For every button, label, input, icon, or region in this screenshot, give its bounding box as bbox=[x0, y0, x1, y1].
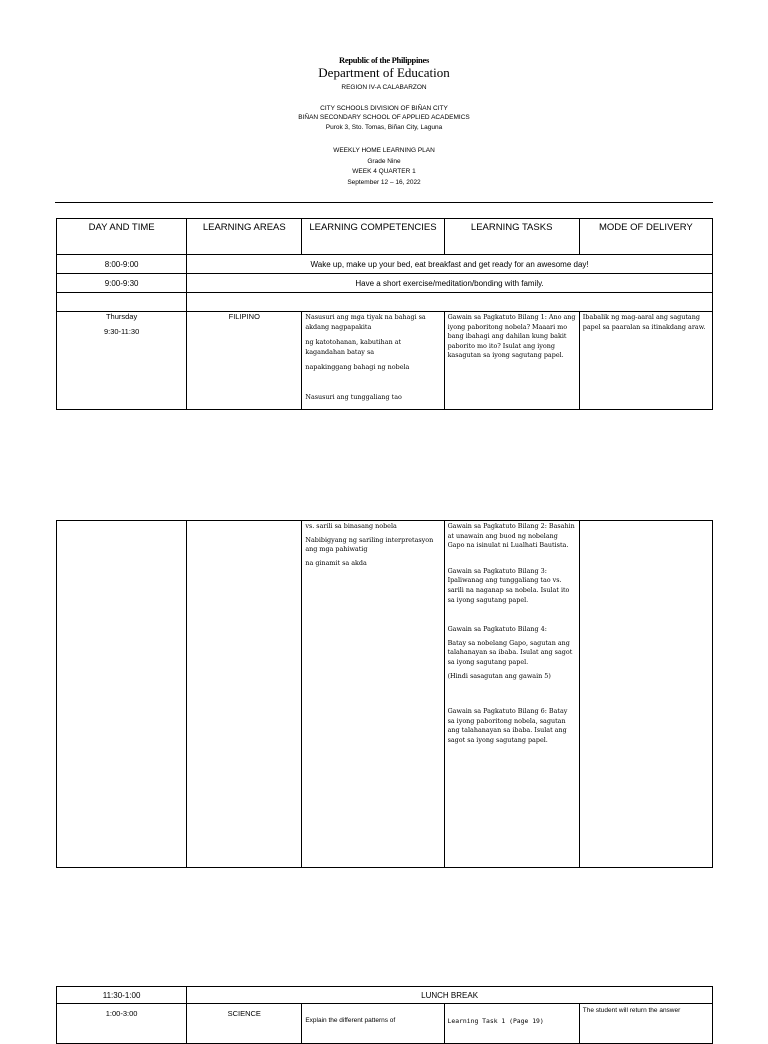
empty-cell bbox=[57, 293, 187, 312]
region-line: REGION IV-A CALABARZON bbox=[341, 84, 427, 91]
table-row bbox=[57, 255, 713, 274]
learning-plan-table bbox=[56, 218, 713, 410]
learning-area-cell: FILIPINO bbox=[187, 312, 302, 410]
empty-cell bbox=[187, 293, 713, 312]
day-time-cell bbox=[57, 312, 187, 410]
competency-text: napakinggang bahagi ng nobela bbox=[305, 363, 410, 372]
header-learning-tasks: LEARNING TASKS bbox=[444, 219, 579, 255]
empty-cell bbox=[579, 521, 712, 868]
competency-text: ng katotohanan, kabutihan at kagandahan batay sa bbox=[305, 338, 402, 356]
table-header-row bbox=[57, 219, 713, 255]
table-row-empty bbox=[57, 293, 713, 312]
competency-text: Nasusuri ang mga tiyak na bahagi sa akdang nagpapakita bbox=[305, 313, 426, 331]
school-line: BIÑAN SECONDARY SCHOOL OF APPLIED ACADEMICS bbox=[298, 114, 470, 121]
empty-cell bbox=[187, 521, 302, 868]
table-row bbox=[57, 987, 713, 1004]
plan-title: WEEKLY HOME LEARNING PLAN bbox=[333, 147, 435, 154]
task-text: Gawain sa Pagkatuto Bilang 1: Ano ang iyong paboritong nobela? Maaari mo bang ibahagi ang dahilan kung bakit paborito mo ito? Isulat ang iyong kasagutan sa iyong sagutang papel. bbox=[447, 313, 576, 360]
learning-area-cell: SCIENCE bbox=[187, 1004, 302, 1044]
table-row bbox=[57, 312, 713, 410]
dates-line: September 12 – 16, 2022 bbox=[347, 179, 421, 186]
time-label: 9:30-11:30 bbox=[103, 327, 140, 336]
competency-text: Explain the different patterns of bbox=[305, 1017, 396, 1024]
grade-line: Grade Nine bbox=[367, 158, 401, 165]
header-learning-competencies: LEARNING COMPETENCIES bbox=[302, 219, 444, 255]
tasks-cell bbox=[444, 521, 579, 868]
mode-text: Ibabalik ng mag-aaral ang sagutang papel sa paaralan sa itinakdang araw. bbox=[582, 313, 706, 331]
task-text: Batay sa nobelang Gapo, sagutan ang talahanayan sa ibaba. Isulat ang sagot sa iyong sagutang papel. bbox=[447, 638, 573, 666]
header-divider bbox=[55, 202, 713, 203]
afternoon-table bbox=[56, 986, 713, 1044]
competency-text: Nasusuri ang tunggaliang tao bbox=[305, 392, 402, 401]
task-text: Learning Task 1 (Page 19) bbox=[447, 1017, 544, 1025]
activity-message: Wake up, make up your bed, eat breakfast and get ready for an awesome day! bbox=[187, 255, 713, 274]
competencies-cell bbox=[302, 521, 444, 868]
empty-cell bbox=[57, 521, 187, 868]
time-cell: 11:30-1:00 bbox=[57, 987, 187, 1004]
task-text: Gawain sa Pagkatuto Bilang 2: Basahin at unawain ang buod ng nobelang Gapo na isinulat ni Lualhati Bautista. bbox=[447, 522, 575, 550]
time-cell: 1:00-3:00 bbox=[57, 1004, 187, 1044]
task-text: Gawain sa Pagkatuto Bilang 6: Batay sa iyong paboritong nobela, sagutan ang talahanayan sa ibaba. Isulat ang sagot sa iyong sagutang papel. bbox=[447, 707, 568, 744]
header-mode-of-delivery: MODE OF DELIVERY bbox=[579, 219, 712, 255]
continuation-table bbox=[56, 520, 713, 868]
division-line: CITY SCHOOLS DIVISION OF BIÑAN CITY bbox=[320, 105, 448, 112]
table-row bbox=[57, 521, 713, 868]
table-row bbox=[57, 274, 713, 293]
task-text: (Hindi sasagutan ang gawain 5) bbox=[447, 671, 551, 680]
address-line: Purok 3, Sto. Tomas, Biñan City, Laguna bbox=[325, 124, 443, 131]
competency-text: na ginamit sa akda bbox=[305, 558, 367, 567]
competency-text: vs. sarili sa binasang nobela bbox=[305, 522, 397, 530]
task-text: Gawain sa Pagkatuto Bilang 3: Ipaliwanag ang tunggaliang tao vs. sarili na naganap sa nobela. Isulat ito sa iyong sagutang papel. bbox=[447, 566, 570, 604]
time-cell: 8:00-9:00 bbox=[57, 255, 187, 274]
republic-line: Republic of the Philippines bbox=[339, 55, 429, 65]
mode-cell bbox=[579, 312, 712, 410]
header-day-time: DAY AND TIME bbox=[57, 219, 187, 255]
time-cell: 9:00-9:30 bbox=[57, 274, 187, 293]
department-title: Department of Education bbox=[318, 65, 450, 80]
task-text: Gawain sa Pagkatuto Bilang 4: bbox=[447, 625, 547, 634]
tasks-cell bbox=[444, 312, 579, 410]
competency-text: Nabibigyang ng sariling interpretasyon ang mga pahiwatig bbox=[305, 535, 434, 554]
week-line: WEEK 4 QUARTER 1 bbox=[352, 168, 416, 175]
day-label: Thursday bbox=[105, 312, 138, 321]
competencies-cell bbox=[302, 312, 444, 410]
mode-text: The student will return the answer bbox=[582, 1007, 681, 1014]
header-learning-areas: LEARNING AREAS bbox=[187, 219, 302, 255]
activity-message: Have a short exercise/meditation/bonding with family. bbox=[187, 274, 713, 293]
lunch-break-label: LUNCH BREAK bbox=[187, 987, 713, 1004]
